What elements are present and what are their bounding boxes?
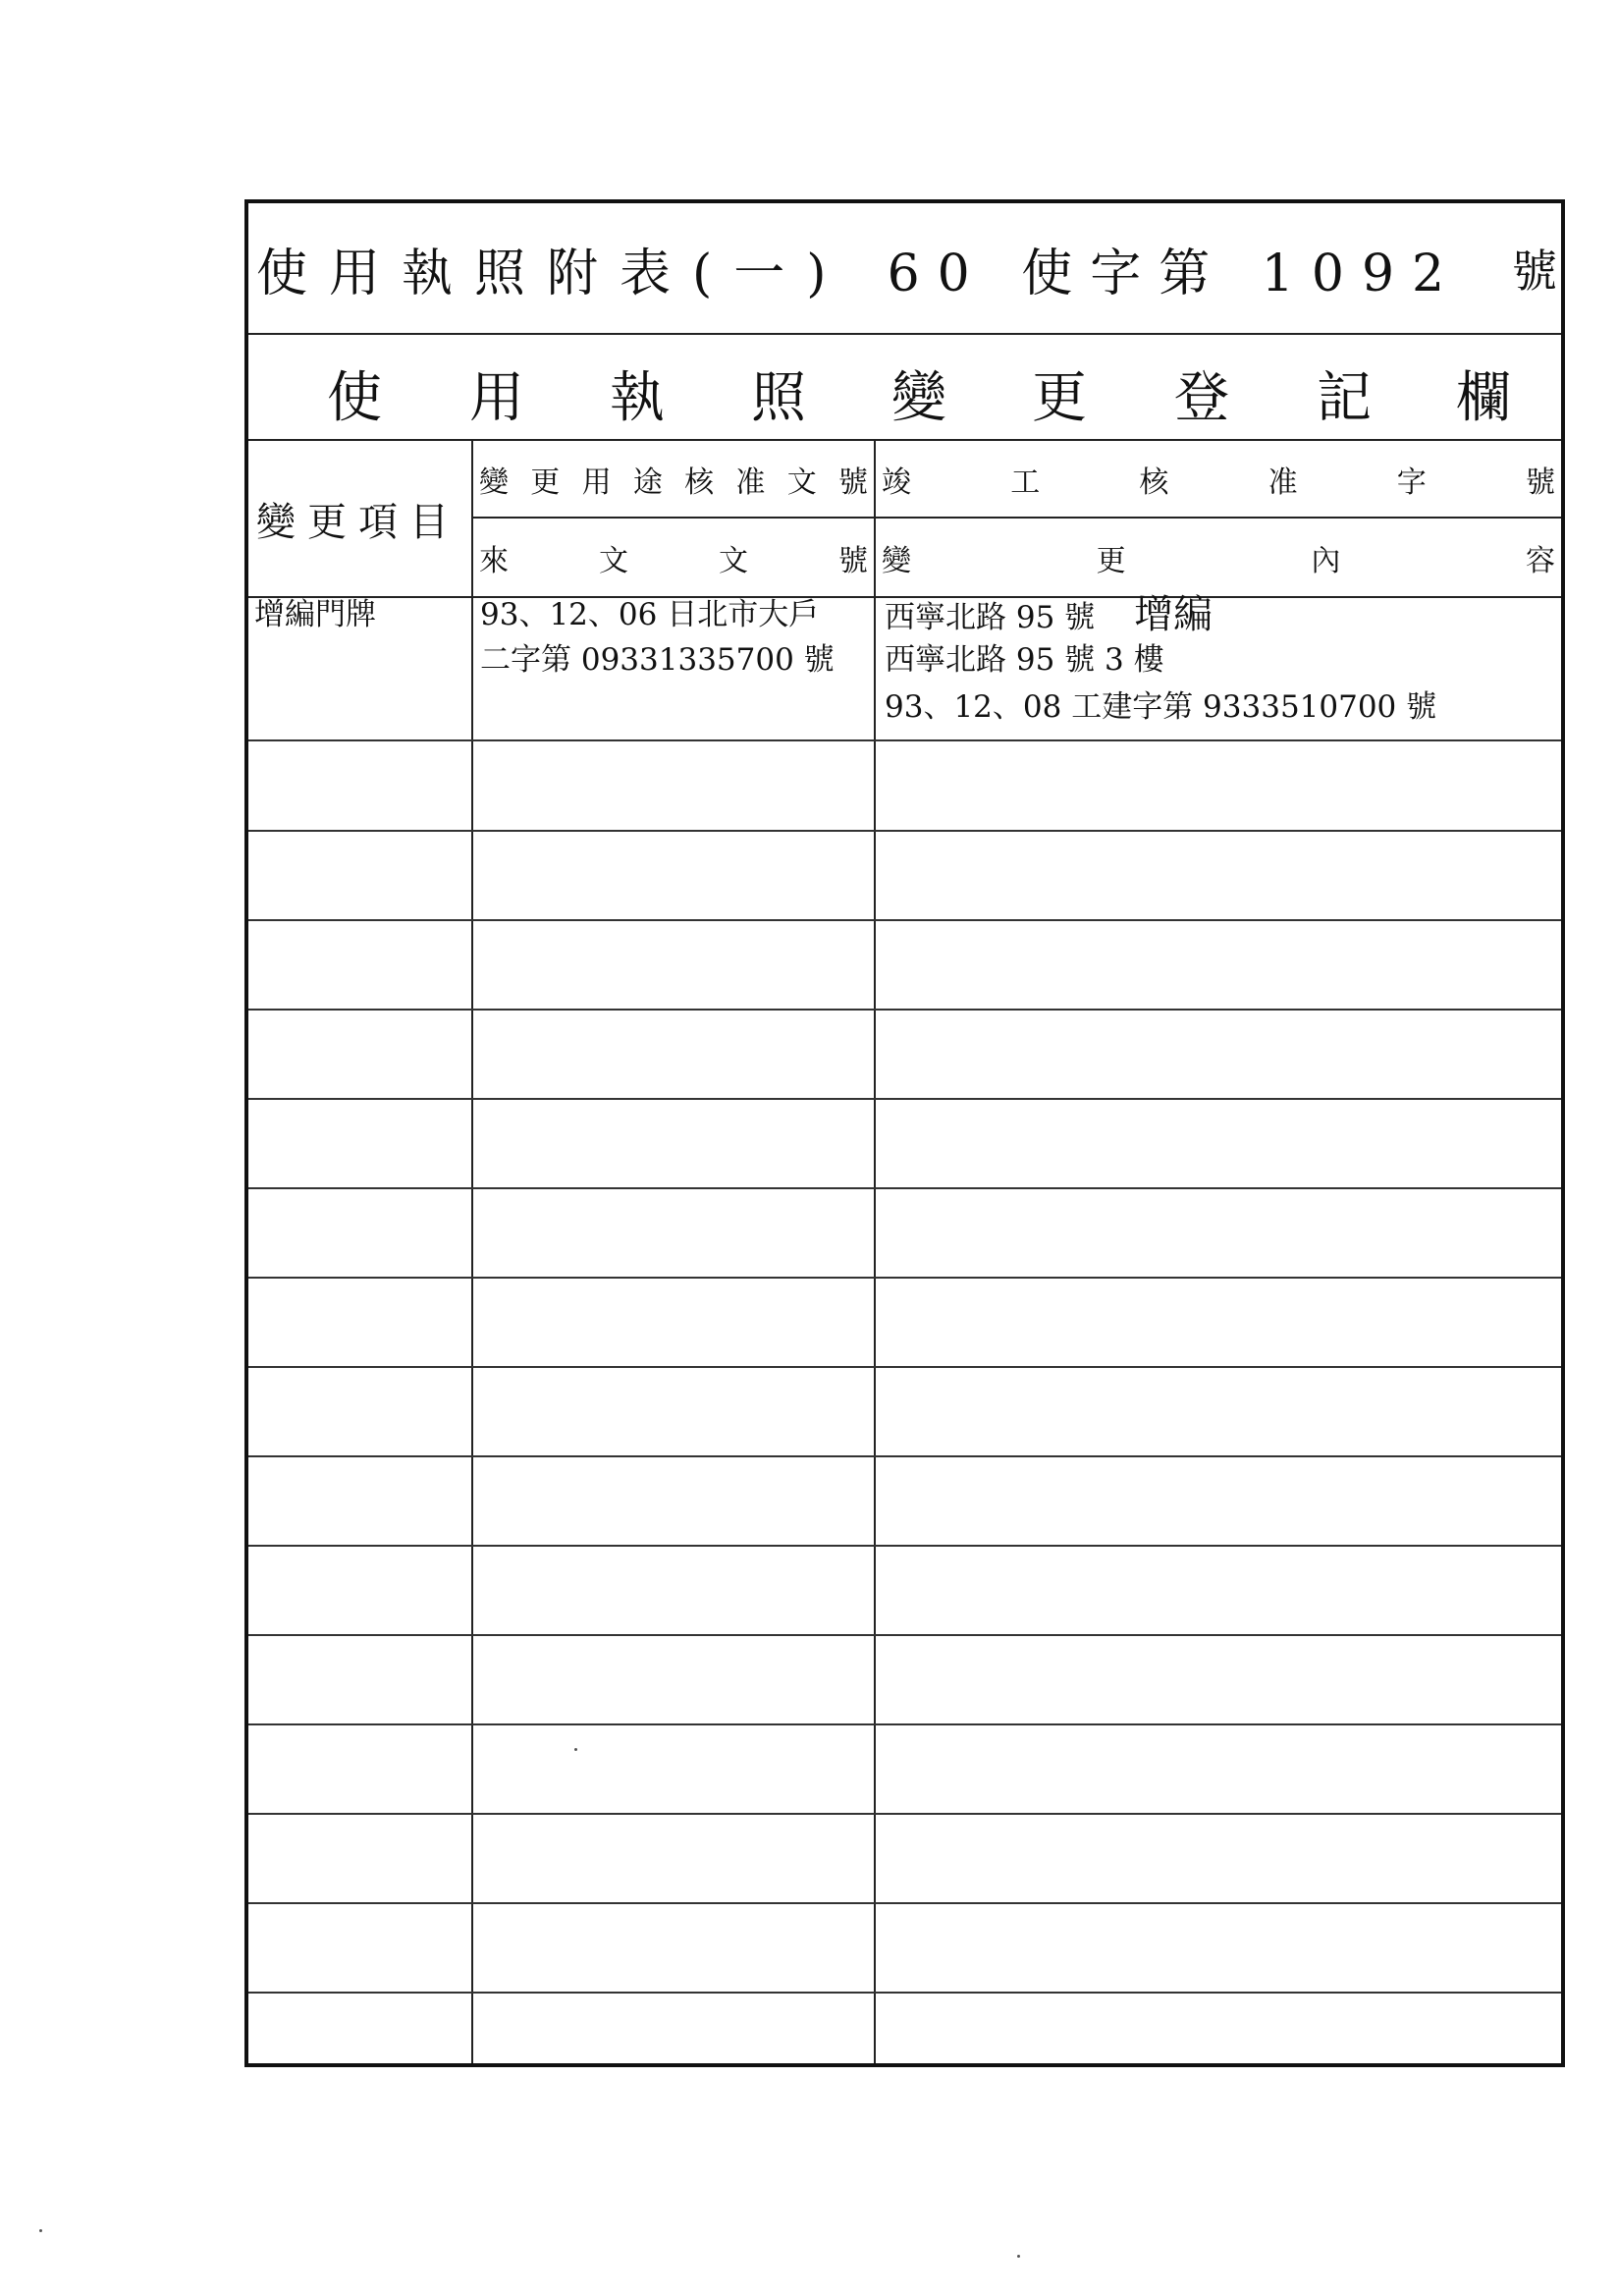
row-divider [248,1277,1561,1279]
header-char: 文 [786,465,817,500]
row-divider [248,1455,1561,1457]
form-title: 使用執照附表(一) [256,244,848,303]
row-document-line: 93、12、06 日北市大戶 [480,597,820,632]
header-char: 用 [581,465,612,500]
row-content-line: 93、12、08 工建字第 9333510700 號 [885,689,1437,725]
row-item: 增編門牌 [254,597,376,632]
column-divider [471,598,473,2063]
header-char: 號 [837,465,868,500]
header-char: 途 [632,465,663,500]
row-divider [248,830,1561,832]
row-divider [248,1723,1561,1725]
row-divider [248,1098,1561,1100]
header-change-item-label: 變更項目 [256,499,460,545]
row-document-line: 二字第 09331335700 號 [480,642,835,678]
header-char: 文 [719,543,748,578]
row-content-address: 西寧北路 95 號 [885,600,1096,635]
table-body [248,592,1561,2063]
header-char: 准 [1267,465,1298,500]
row-content-note: 增編 [1134,592,1214,637]
section-heading-char: 欄 [1456,366,1511,430]
header-char: 竣 [882,465,911,500]
header-char: 字 [1396,465,1427,500]
section-heading [248,335,1561,441]
header-char: 內 [1311,543,1341,578]
header-char: 文 [599,543,628,578]
section-heading-char: 記 [1317,366,1372,430]
header-char: 更 [1096,543,1126,578]
row-divider [248,1992,1561,1994]
section-heading-char: 使 [327,366,382,430]
header-char: 核 [1139,465,1169,500]
row-divider [248,1366,1561,1368]
section-heading-char: 照 [751,366,806,430]
header-char: 容 [1525,543,1555,578]
row-divider [248,1009,1561,1011]
header-char: 號 [838,543,868,578]
row-divider [248,1902,1561,1904]
header-document-column [473,441,876,596]
header-completion-number [876,441,1561,519]
section-heading-char: 登 [1174,366,1229,430]
table-header [248,441,1561,598]
header-change-item [248,441,473,596]
section-heading-char: 用 [469,366,524,430]
header-char: 核 [684,465,715,500]
row-divider [248,919,1561,921]
row-divider [248,1187,1561,1189]
header-char: 變 [479,465,509,500]
permit-form [244,199,1565,2067]
row-content-line [885,592,1213,640]
scan-speck [574,1748,577,1751]
header-change-content [876,519,1561,596]
row-divider [248,739,1561,741]
section-heading-char: 執 [610,366,665,430]
section-heading-char: 更 [1032,366,1087,430]
row-divider [248,1813,1561,1815]
header-char: 來 [479,543,509,578]
row-divider [248,1634,1561,1636]
header-content-column [876,441,1561,596]
header-char: 工 [1010,465,1041,500]
header-char: 號 [1525,465,1555,500]
form-title-row [248,203,1561,335]
row-divider [248,1545,1561,1547]
scan-speck [39,2229,42,2232]
header-char: 更 [530,465,561,500]
header-approval-number [473,441,874,519]
header-char: 變 [882,543,911,578]
row-content-line: 西寧北路 95 號 3 樓 [885,642,1164,678]
permit-number-suffix: 號 [1512,245,1557,298]
header-char: 准 [735,465,766,500]
section-heading-char: 變 [891,366,946,430]
permit-number: 60 使字第 1092 [887,244,1463,303]
scan-speck [1017,2255,1020,2258]
column-divider [874,598,876,2063]
header-incoming-number [473,519,874,596]
